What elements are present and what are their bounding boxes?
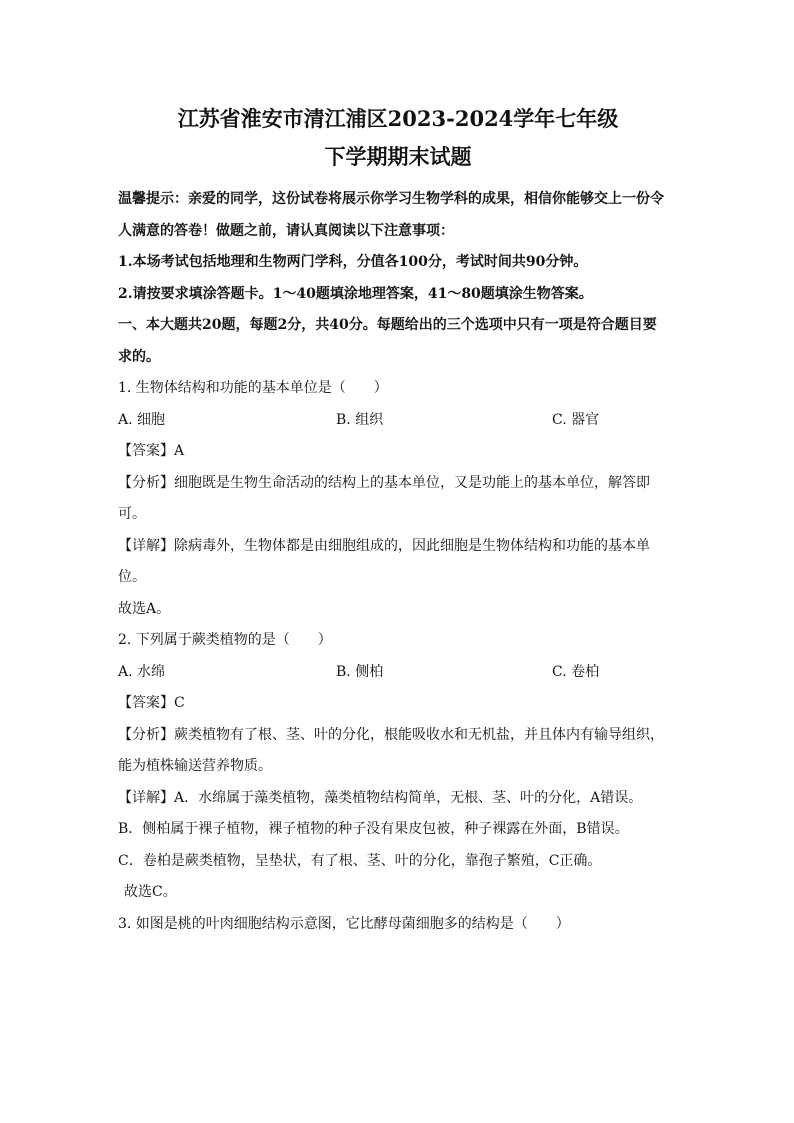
q2-detail-line-3: C．卷柏是蕨类植物，呈垫状，有了根、茎、叶的分化，靠孢子繁殖，C正确。: [118, 852, 602, 869]
section-heading-line-1: 一、本大题共20题，每题2分，共40分。每题给出的三个选项中只有一项是符合题目要: [118, 317, 657, 333]
q2-answer: 【答案】C: [118, 695, 185, 711]
notice-item-1: 1.本场考试包括地理和生物两门学科，分值各100分，考试时间共90分钟。: [118, 254, 588, 270]
q1-detail-line-1: 【详解】除病毒外，生物体都是由细胞组成的，因此细胞是生物体结构和功能的基本单: [118, 537, 650, 554]
q1-analysis-line-2: 可。: [118, 506, 146, 522]
notice-line-1: 温馨提示：亲爱的同学，这份试卷将展示你学习生物学科的成果，相信你能够交上一份令: [118, 191, 664, 207]
exam-page: [118, 100, 678, 940]
q1-options: [118, 405, 678, 437]
q2-analysis-line-1: 【分析】蕨类植物有了根、茎、叶的分化，根能吸收水和无机盐，并且体内有输导组织，: [118, 726, 664, 743]
q1-stem: 1. 生物体结构和功能的基本单位是（ ）: [118, 380, 388, 396]
notice-line-2: 人满意的答卷！做题之前，请认真阅读以下注意事项：: [118, 222, 454, 239]
q2-stem: 2. 下列属于蕨类植物的是（ ）: [118, 632, 332, 648]
section-heading-line-2: 求的。: [118, 348, 160, 365]
q2-options: [118, 657, 678, 689]
notice-item-2: 2.请按要求填涂答题卡。1～40题填涂地理答案，41～80题填涂生物答案。: [118, 285, 593, 302]
q2-option-a: A. 水绵: [118, 663, 166, 680]
q2-option-b: B. 侧柏: [336, 663, 384, 680]
q1-option-c: C. 器官: [552, 411, 600, 428]
q1-detail-line-2: 位。: [118, 569, 146, 585]
q1-option-b: B. 组织: [336, 411, 384, 428]
q2-detail-line-1: 【详解】A．水绵属于藻类植物，藻类植物结构简单，无根、茎、叶的分化，A错误。: [118, 789, 643, 806]
q1-conclusion: 故选A。: [118, 600, 171, 617]
q2-option-c: C. 卷柏: [552, 663, 600, 680]
q3-stem: 3. 如图是桃的叶肉细胞结构示意图，它比酵母菌细胞多的结构是（ ）: [118, 915, 570, 932]
q2-conclusion: 故选C。: [124, 884, 177, 900]
page-subtitle: 下学期期末试题: [324, 144, 472, 169]
q2-analysis-line-2: 能为植株输送营养物质。: [118, 758, 272, 774]
q1-analysis-line-1: 【分析】细胞既是生物生命活动的结构上的基本单位，又是功能上的基本单位，解答即: [118, 474, 650, 491]
q1-option-a: A. 细胞: [118, 411, 166, 428]
q1-answer: 【答案】A: [118, 443, 185, 459]
q2-detail-line-2: B．侧柏属于裸子植物，裸子植物的种子没有果皮包被，种子裸露在外面，B错误。: [118, 821, 629, 837]
page-title: 江苏省淮安市清江浦区2023-2024学年七年级: [177, 106, 619, 131]
